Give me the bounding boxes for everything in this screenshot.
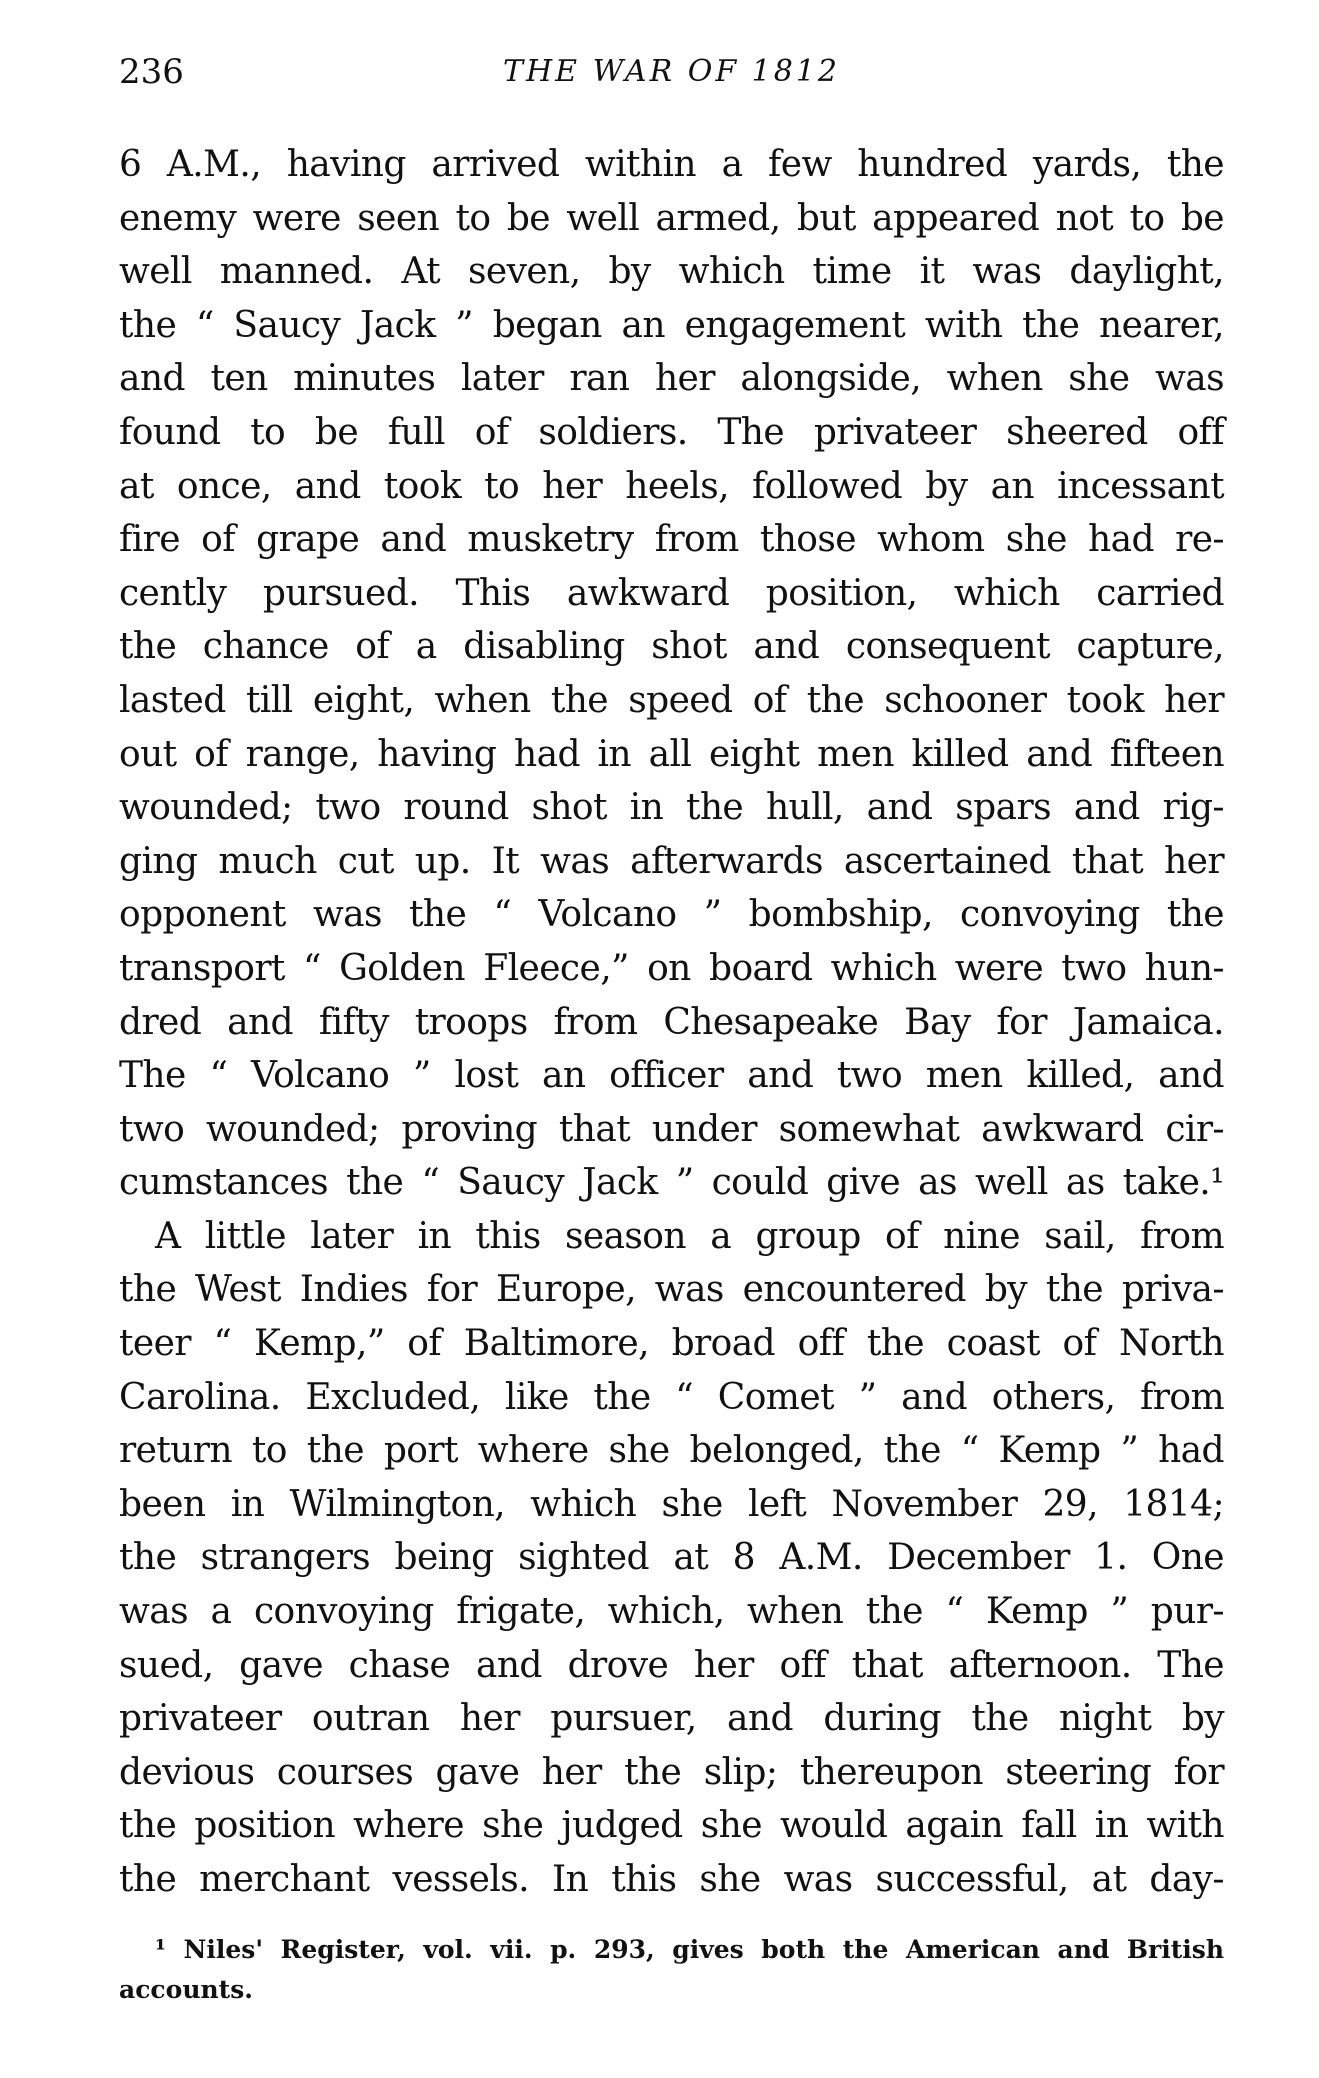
text-line: opponent was the “ Volcano ” bombship, convoying the <box>119 894 1224 936</box>
running-header <box>119 52 1224 98</box>
text-line: ging much cut up. It was afterwards ascertained that her <box>119 840 1224 882</box>
text-line: enemy were seen to be well armed, but appeared not to be <box>119 197 1224 239</box>
text-line: dred and fifty troops from Chesapeake Bay for Jamaica. <box>119 1001 1224 1043</box>
page-number: 236 <box>119 52 184 92</box>
text-line: out of range, having had in all eight men killed and fifteen <box>119 733 1224 775</box>
text-line: the “ Saucy Jack ” began an engagement with the nearer, <box>119 304 1224 346</box>
text-line: the merchant vessels. In this she was successful, at day- <box>119 1859 1224 1900</box>
text-line: A little later in this season a group of nine sail, from <box>155 1215 1224 1257</box>
text-line: privateer outran her pursuer, and during the night by <box>119 1698 1224 1740</box>
text-line: been in Wilmington, which she left November 29, 1814; <box>119 1483 1224 1525</box>
footnote-line: ¹ Niles' Register, vol. vii. p. 293, gives both the American and British <box>155 1935 1224 1964</box>
text-line: lasted till eight, when the speed of the schooner took her <box>119 679 1224 721</box>
footnote-line: accounts. <box>119 1975 253 2004</box>
text-line: cumstances the “ Saucy Jack ” could give as well as take.¹ <box>119 1162 1224 1204</box>
text-line: found to be full of soldiers. The privateer sheered off <box>119 411 1224 453</box>
text-line: and ten minutes later ran her alongside, when she was <box>119 358 1224 400</box>
text-line: transport “ Golden Fleece,” on board which were two hun- <box>119 947 1224 989</box>
text-line: teer “ Kemp,” of Baltimore, broad off the coast of North <box>119 1323 1224 1365</box>
text-line: the position where she judged she would again fall in with <box>119 1805 1224 1847</box>
text-line: 6 A.M., having arrived within a few hundred yards, the <box>119 144 1224 185</box>
text-line: devious courses gave her the slip; thereupon steering for <box>119 1751 1224 1793</box>
text-line: at once, and took to her heels, followed by an incessant <box>119 465 1224 507</box>
text-line: two wounded; proving that under somewhat awkward cir- <box>119 1108 1224 1150</box>
text-line: fire of grape and musketry from those whom she had re- <box>119 519 1224 561</box>
text-line: wounded; two round shot in the hull, and spars and rig- <box>119 787 1224 829</box>
text-line: the strangers being sighted at 8 A.M. December 1. One <box>119 1537 1224 1579</box>
footnote <box>119 1930 1224 2010</box>
text-line: The “ Volcano ” lost an officer and two men killed, and <box>119 1055 1224 1097</box>
text-line: was a convoying frigate, which, when the “ Kemp ” pur- <box>119 1591 1224 1633</box>
text-line: the chance of a disabling shot and consequent capture, <box>119 626 1224 668</box>
body-text <box>119 138 1224 1907</box>
running-title: THE WAR OF 1812 <box>502 54 841 89</box>
text-line: well manned. At seven, by which time it was daylight, <box>119 251 1224 293</box>
text-line: cently pursued. This awkward position, which carried <box>119 572 1224 614</box>
text-line: the West Indies for Europe, was encountered by the priva- <box>119 1269 1224 1311</box>
text-line: Carolina. Excluded, like the “ Comet ” and others, from <box>119 1376 1224 1418</box>
text-line: return to the port where she belonged, the “ Kemp ” had <box>119 1430 1224 1472</box>
text-line: sued, gave chase and drove her off that afternoon. The <box>119 1644 1224 1686</box>
